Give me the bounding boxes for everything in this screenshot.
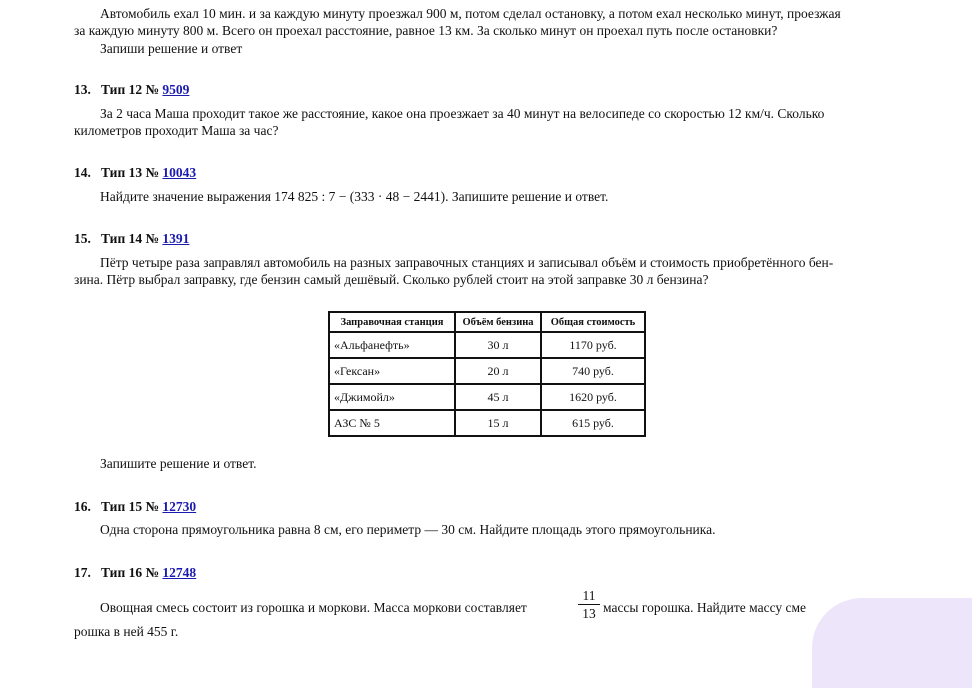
task-id-link[interactable]: 12748 bbox=[162, 565, 197, 580]
task-15-answer-prompt: Запишите решение и ответ. bbox=[100, 456, 257, 471]
table-cell: «Альфанефть» bbox=[329, 332, 455, 358]
fraction bbox=[578, 588, 600, 621]
prev-task-line-3: Запиши решение и ответ bbox=[100, 41, 243, 56]
table-cell: «Джимойл» bbox=[329, 384, 455, 410]
table-cell: 45 л bbox=[455, 384, 541, 410]
task-17-header bbox=[74, 565, 196, 581]
prev-task-line-1: Автомобиль ехал 10 мин. и за каждую минуту проезжал 900 м, потом сделал остановку, а потом ехал несколько минут, проезжая bbox=[100, 6, 841, 21]
task-number: 16. bbox=[74, 499, 91, 514]
task-13-text-1: За 2 часа Маша проходит такое же расстояние, какое она проезжает за 40 минут на велосипеде со скоростью 12 км/ч. Сколько bbox=[100, 106, 825, 121]
table-header-row bbox=[329, 312, 645, 332]
table-cell: АЗС № 5 bbox=[329, 410, 455, 436]
task-17-text-a: Овощная смесь состоит из горошка и моркови. Масса моркови составляет bbox=[100, 600, 527, 615]
task-13-text-2: километров проходит Маша за час? bbox=[74, 123, 279, 138]
task-17-text-b: массы горошка. Найдите массу сме bbox=[603, 600, 807, 615]
table-header-cell: Заправочная станция bbox=[329, 312, 455, 332]
table-header-cell: Общая стоимость bbox=[541, 312, 645, 332]
fraction-bar bbox=[578, 604, 600, 605]
task-15-text-1: Пётр четыре раза заправлял автомобиль на разных заправочных станциях и записывал объём и стоимость приобретённого бен- bbox=[100, 255, 834, 270]
overlay-bubble[interactable] bbox=[812, 598, 972, 688]
task-13-header bbox=[74, 82, 189, 98]
task-number: 14. bbox=[74, 165, 91, 180]
table-cell: «Гексан» bbox=[329, 358, 455, 384]
table-row bbox=[329, 384, 645, 410]
task-type: Тип 14 № bbox=[101, 231, 160, 246]
prev-task-line-2: за каждую минуту 800 м. Всего он проехал расстояние, равное 13 км. За сколько минут он проехал путь после остановки? bbox=[74, 23, 778, 38]
table-cell: 1170 руб. bbox=[541, 332, 645, 358]
task-17-text-2: рошка в ней 455 г. bbox=[74, 624, 179, 639]
task-number: 15. bbox=[74, 231, 91, 246]
table-cell: 30 л bbox=[455, 332, 541, 358]
task-type: Тип 12 № bbox=[101, 82, 160, 97]
table-cell: 15 л bbox=[455, 410, 541, 436]
task-number: 13. bbox=[74, 82, 91, 97]
table-cell: 1620 руб. bbox=[541, 384, 645, 410]
task-16-header bbox=[74, 499, 196, 515]
fuel-table bbox=[328, 311, 646, 437]
task-type: Тип 13 № bbox=[101, 165, 160, 180]
table-row bbox=[329, 332, 645, 358]
task-id-link[interactable]: 12730 bbox=[162, 499, 197, 514]
table-row bbox=[329, 358, 645, 384]
task-number: 17. bbox=[74, 565, 91, 580]
task-14-text-1: Найдите значение выражения 174 825 : 7 − (333 · 48 − 2441). Запишите решение и ответ. bbox=[100, 189, 609, 204]
fraction-numerator: 11 bbox=[582, 588, 596, 603]
table-cell: 615 руб. bbox=[541, 410, 645, 436]
table-row bbox=[329, 410, 645, 436]
task-15-text-2: зина. Пётр выбрал заправку, где бензин самый дешёвый. Сколько рублей стоит на этой заправке 30 л бензина? bbox=[74, 272, 709, 287]
fraction-denominator: 13 bbox=[582, 606, 596, 621]
task-type: Тип 15 № bbox=[101, 499, 160, 514]
task-15-header bbox=[74, 231, 189, 247]
table-header-cell: Объём бензина bbox=[455, 312, 541, 332]
task-id-link[interactable]: 1391 bbox=[162, 231, 190, 246]
task-id-link[interactable]: 9509 bbox=[162, 82, 190, 97]
task-type: Тип 16 № bbox=[101, 565, 160, 580]
task-14-header bbox=[74, 165, 196, 181]
task-id-link[interactable]: 10043 bbox=[162, 165, 197, 180]
table-cell: 20 л bbox=[455, 358, 541, 384]
task-16-text-1: Одна сторона прямоугольника равна 8 см, его периметр — 30 см. Найдите площадь этого прямоугольника. bbox=[100, 522, 716, 537]
table-cell: 740 руб. bbox=[541, 358, 645, 384]
